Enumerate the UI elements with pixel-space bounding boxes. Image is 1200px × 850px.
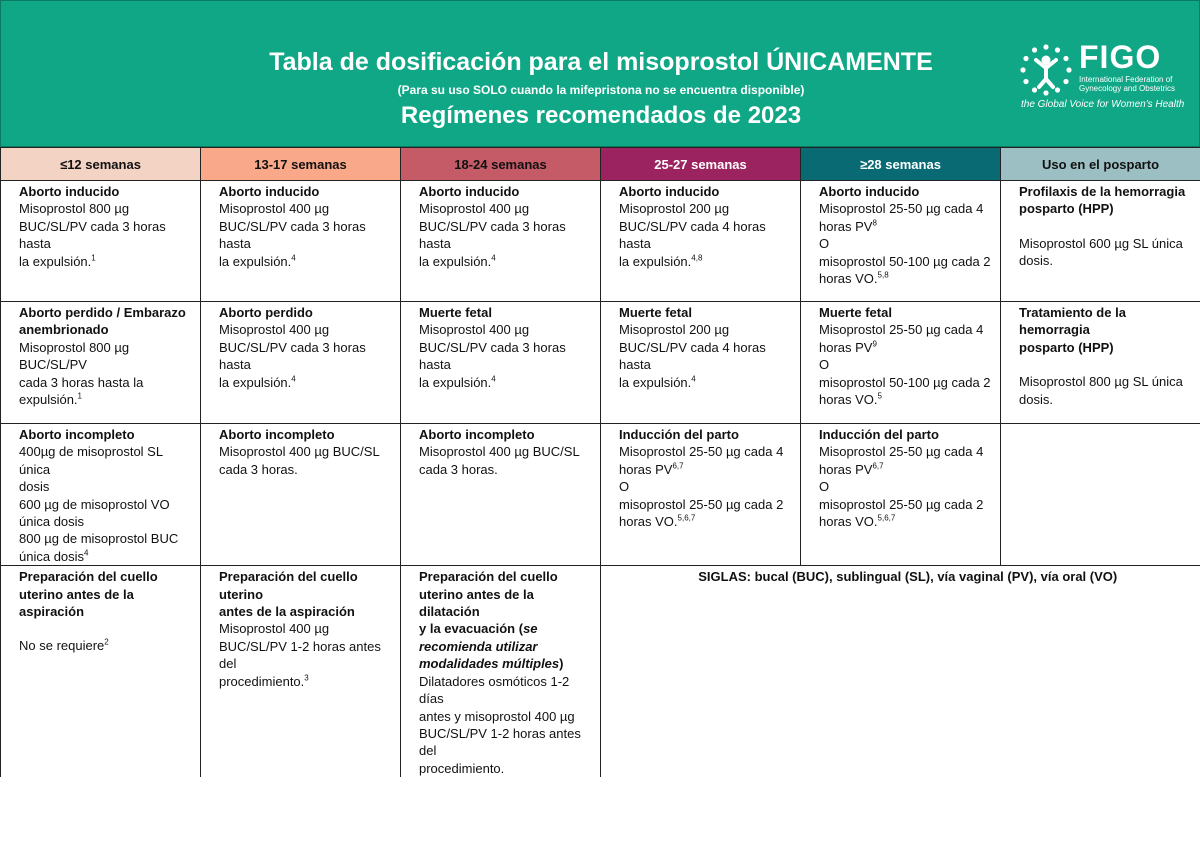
cell-pph-treatment: Tratamiento de la hemorragia posparto (HPP) Misoprostol 800 µg SL única dosis. <box>1001 302 1200 424</box>
cell-cervical-prep-12w: Preparación del cuello uterino antes de la aspiración No se requiere$^2$ <box>1 566 201 777</box>
dosing-table <box>0 147 1200 777</box>
cell-induced-abortion-12w: Aborto inducido Misoprostol 800 µg BUC/SL/PV cada 3 horas hasta la expulsión.$^1$ <box>1 181 201 302</box>
abbreviations-legend: SIGLAS: bucal (BUC), sublingual (SL), vía vaginal (PV), vía oral (VO) <box>601 566 1200 777</box>
cell-pph-prophylaxis: Profilaxis de la hemorragia posparto (HPP) Misoprostol 600 µg SL única dosis. <box>1001 181 1200 302</box>
cell-induced-abortion-13-17w: Aborto inducido Misoprostol 400 µg BUC/SL/PV cada 3 horas hasta la expulsión.$^4$ <box>201 181 401 302</box>
cell-fetal-death-25-27w: Muerte fetal Misoprostol 200 µg BUC/SL/PV cada 4 horas hasta la expulsión.$^4$ <box>601 302 801 424</box>
figo-wordmark: FIGO <box>1079 39 1162 75</box>
column-header-13-17-weeks: 13-17 semanas <box>201 148 401 181</box>
cell-incomplete-abortion-12w: Aborto incompleto 400µg de misoprostol SL única dosis 600 µg de misoprostol VO única dosis 800 µg de misoprostol BUC única dosis$^4$ <box>1 424 201 566</box>
column-header-postpartum: Uso en el posparto <box>1001 148 1200 181</box>
cell-incomplete-abortion-18-24w: Aborto incompleto Misoprostol 400 µg BUC/SL cada 3 horas. <box>401 424 601 566</box>
cell-cervical-prep-13-17w: Preparación del cuello uterino antes de la aspiración Misoprostol 400 µg BUC/SL/PV 1-2 horas antes del procedimiento.$^3$ <box>201 566 401 777</box>
column-header-12-weeks: ≤12 semanas <box>1 148 201 181</box>
cell-missed-abortion-12w: Aborto perdido / Embarazo anembrionado Misoprostol 800 µg BUC/SL/PV cada 3 horas hasta la expulsión.$^1$ <box>1 302 201 424</box>
figo-organization-name: International Federation of Gynecology and Obstetrics <box>1079 75 1176 93</box>
cell-labour-induction-28w: Inducción del parto Misoprostol 25-50 µg cada 4 horas PV$^{6,7}$ O misoprostol 25-50 µg cada 2 horas VO.$^{5,6,7}$ <box>801 424 1001 566</box>
cell-induced-abortion-28w: Aborto inducido Misoprostol 25-50 µg cada 4 horas $PV^8$ O misoprostol 50-100 µg cada 2 horas VO.$^{5,8}$ <box>801 181 1001 302</box>
cell-fetal-death-18-24w: Muerte fetal Misoprostol 400 µg BUC/SL/PV cada 3 horas hasta la expulsión.$^4$ <box>401 302 601 424</box>
title-banner <box>0 0 1200 147</box>
cell-fetal-death-28w: Muerte fetal Misoprostol 25-50 µg cada 4 horas $PV^9$ O misoprostol 50-100 µg cada 2 horas VO.$^5$ <box>801 302 1001 424</box>
page-title: Tabla de dosificación para el misoprostol ÚNICAMENTE <box>269 48 933 76</box>
figo-tagline: the Global Voice for Women's Health <box>1021 99 1185 110</box>
cell-missed-abortion-13-17w: Aborto perdido Misoprostol 400 µg BUC/SL/PV cada 3 horas hasta la expulsión.$^4$ <box>201 302 401 424</box>
column-header-28-weeks: ≥28 semanas <box>801 148 1001 181</box>
cell-cervical-prep-18-24w: Preparación del cuello uterino antes de la dilatación y la evacuación (se recomienda utilizar modalidades múltiples) Dilatadores osmóticos 1-2 días antes y misoprostol 400 µg BUC/SL/PV 1-2 horas antes del procedimiento. <box>401 566 601 777</box>
regimen-year-heading: Regímenes recomendados de 2023 <box>400 102 802 129</box>
cell-induced-abortion-18-24w: Aborto inducido Misoprostol 400 µg BUC/SL/PV cada 3 horas hasta la expulsión.$^4$ <box>401 181 601 302</box>
page-subtitle: (Para su uso SOLO cuando la mifepristona no se encuentra disponible) <box>397 83 805 97</box>
figo-logo <box>1017 41 1195 113</box>
cell-incomplete-abortion-13-17w: Aborto incompleto Misoprostol 400 µg BUC/SL cada 3 horas. <box>201 424 401 566</box>
cell-empty-postpartum <box>1001 424 1200 566</box>
cell-labour-induction-25-27w: Inducción del parto Misoprostol 25-50 µg cada 4 horas PV$^{6,7}$ O misoprostol 25-50 µg cada 2 horas VO.$^{5,6,7}$ <box>601 424 801 566</box>
figo-emblem-icon <box>1019 43 1073 97</box>
column-header-18-24-weeks: 18-24 semanas <box>401 148 601 181</box>
cell-induced-abortion-25-27w: Aborto inducido Misoprostol 200 µg BUC/SL/PV cada 4 horas hasta la expulsión.$^{4,8}$ <box>601 181 801 302</box>
column-header-25-27-weeks: 25-27 semanas <box>601 148 801 181</box>
